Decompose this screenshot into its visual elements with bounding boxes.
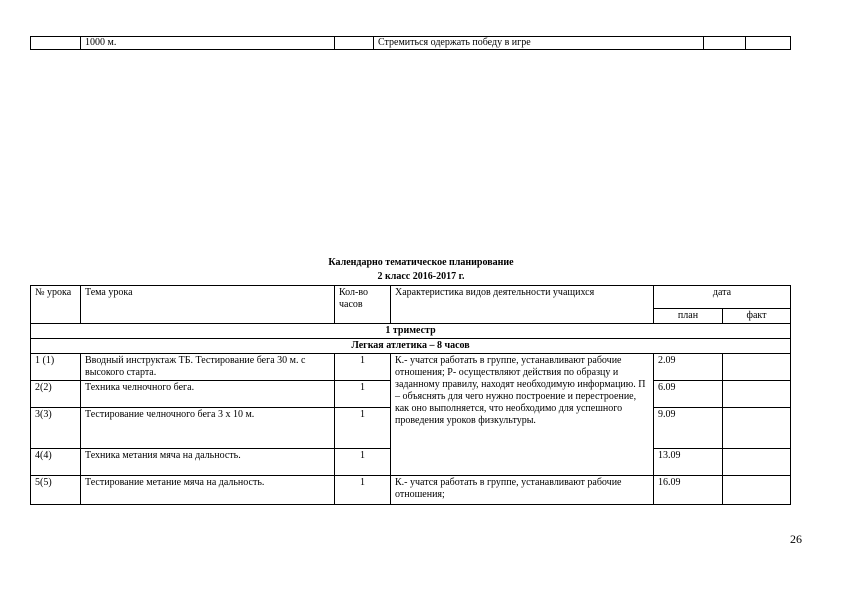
- row-characteristic: К.- учатся работать в группе, устанавливают рабочие отношения;: [391, 476, 654, 505]
- row-topic: Тестирование челночного бега 3 х 10 м.: [81, 408, 335, 449]
- row-hours: 1: [335, 476, 391, 505]
- page-number: 26: [790, 532, 802, 546]
- row-fact: [723, 408, 791, 449]
- row-num: 5(5): [31, 476, 81, 505]
- row-fact: [723, 354, 791, 381]
- top-fact-cell: [746, 37, 791, 50]
- row-fact: [723, 476, 791, 505]
- row-num: 2(2): [31, 381, 81, 408]
- top-plan-cell: [704, 37, 746, 50]
- plan-table: [30, 285, 791, 505]
- row-plan: 9.09: [654, 408, 723, 449]
- header-plan: план: [654, 309, 723, 324]
- header-fact: факт: [723, 309, 791, 324]
- top-num-cell: [31, 37, 81, 50]
- row-topic: Тестирование метание мяча на дальность.: [81, 476, 335, 505]
- row-hours: 1: [335, 381, 391, 408]
- header-date: дата: [654, 286, 791, 309]
- table-row: [31, 476, 791, 505]
- row-plan: 2.09: [654, 354, 723, 381]
- table-header-row: [31, 286, 791, 309]
- row-characteristic: К.- учатся работать в группе, устанавливают рабочие отношения; Р- осуществляют действия по образцу и заданному правилу, находят необходимую информацию. П – объяснять для чего нужно построение и перестроение, как оно выполняется, что необходимо для успешного проведения уроков физкультуры.: [391, 354, 654, 476]
- row-plan: 13.09: [654, 449, 723, 476]
- header-characteristic: Характеристика видов деятельности учащихся: [391, 286, 654, 324]
- subsection-title: Легкая атлетика – 8 часов: [31, 339, 791, 354]
- row-num: 1 (1): [31, 354, 81, 381]
- row-hours: 1: [335, 449, 391, 476]
- row-topic: Техника метания мяча на дальность.: [81, 449, 335, 476]
- header-hours: Кол-во часов: [335, 286, 391, 324]
- top-topic-cell: 1000 м.: [81, 37, 335, 50]
- header-num: № урока: [31, 286, 81, 324]
- row-topic: Техника челночного бега.: [81, 381, 335, 408]
- page-subtitle: 2 класс 2016-2017 г.: [377, 271, 465, 282]
- section-title: 1 триместр: [31, 324, 791, 339]
- header-topic: Тема урока: [81, 286, 335, 324]
- row-fact: [723, 381, 791, 408]
- subsection-row: [31, 339, 791, 354]
- top-characteristic-cell: Стремиться одержать победу в игре: [374, 37, 704, 50]
- row-fact: [723, 449, 791, 476]
- row-hours: 1: [335, 354, 391, 381]
- section-row: [31, 324, 791, 339]
- page-title: Календарно тематическое планирование: [328, 257, 514, 268]
- top-continuation-row: [30, 36, 791, 50]
- row-topic: Вводный инструктаж ТБ. Тестирование бега 30 м. с высокого старта.: [81, 354, 335, 381]
- row-plan: 6.09: [654, 381, 723, 408]
- row-hours: 1: [335, 408, 391, 449]
- table-row: [31, 354, 791, 381]
- row-num: 4(4): [31, 449, 81, 476]
- top-hours-cell: [335, 37, 374, 50]
- row-plan: 16.09: [654, 476, 723, 505]
- row-num: 3(3): [31, 408, 81, 449]
